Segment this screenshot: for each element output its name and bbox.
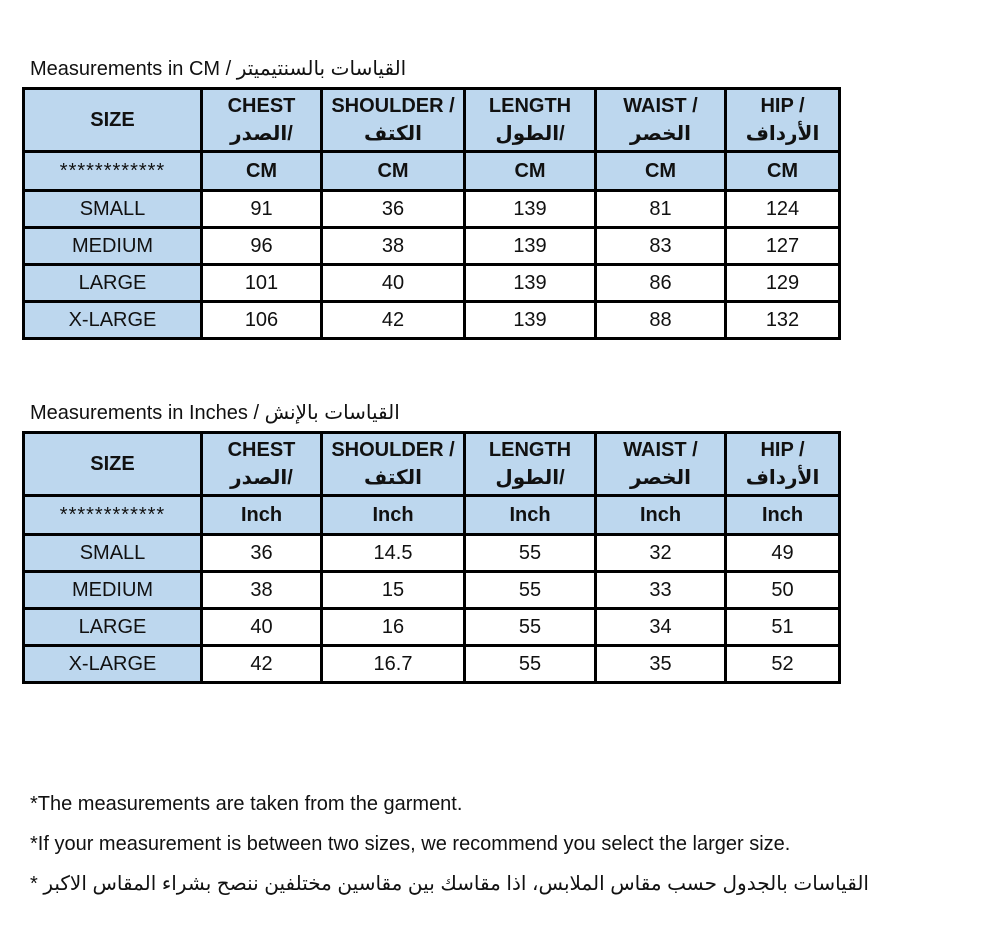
value-cell: 55 (465, 646, 596, 683)
value-cell: 49 (726, 535, 840, 572)
table-row (24, 265, 840, 302)
value-cell: 86 (596, 265, 726, 302)
cm-table-caption (30, 57, 406, 81)
unit-cell: CM (596, 152, 726, 191)
note-garment: *The measurements are taken from the garment. (30, 793, 463, 815)
table-row (24, 228, 840, 265)
inch-size-table (22, 431, 841, 684)
value-cell: 16 (322, 609, 465, 646)
value-cell: 127 (726, 228, 840, 265)
size-label-cell: MEDIUM (24, 572, 202, 609)
size-label-cell: X-LARGE (24, 302, 202, 339)
value-cell: 139 (465, 228, 596, 265)
size-label-cell: LARGE (24, 609, 202, 646)
header-cell-chest: CHEST /الصدر (202, 433, 322, 496)
header-cell-hip: HIP / الأرداف (726, 433, 840, 496)
unit-cell-placeholder: ************ (24, 152, 202, 191)
note-between-sizes: *If your measurement is between two sizes, we recommend you select the larger size. (30, 833, 791, 855)
value-cell: 139 (465, 191, 596, 228)
unit-cell: CM (322, 152, 465, 191)
notes-block (30, 784, 869, 904)
value-cell: 32 (596, 535, 726, 572)
header-cell-shoulder: SHOULDER / الكتف (322, 89, 465, 152)
value-cell: 33 (596, 572, 726, 609)
size-label-cell: SMALL (24, 191, 202, 228)
cm-size-table (22, 87, 841, 340)
size-label-cell: LARGE (24, 265, 202, 302)
header-cell-size: SIZE (24, 89, 202, 152)
value-cell: 34 (596, 609, 726, 646)
table-row (24, 191, 840, 228)
header-cell-size: SIZE (24, 433, 202, 496)
cm-caption-ar: القياسات بالسنتيميتر (236, 58, 407, 80)
value-cell: 129 (726, 265, 840, 302)
unit-row (24, 152, 840, 191)
header-cell-chest: CHEST /الصدر (202, 89, 322, 152)
table-row (24, 646, 840, 683)
value-cell: 139 (465, 302, 596, 339)
value-cell: 42 (322, 302, 465, 339)
value-cell: 106 (202, 302, 322, 339)
header-cell-hip: HIP / الأرداف (726, 89, 840, 152)
value-cell: 16.7 (322, 646, 465, 683)
value-cell: 40 (322, 265, 465, 302)
value-cell: 40 (202, 609, 322, 646)
value-cell: 83 (596, 228, 726, 265)
value-cell: 132 (726, 302, 840, 339)
header-row (24, 433, 840, 496)
value-cell: 91 (202, 191, 322, 228)
value-cell: 42 (202, 646, 322, 683)
value-cell: 15 (322, 572, 465, 609)
value-cell: 14.5 (322, 535, 465, 572)
value-cell: 55 (465, 609, 596, 646)
value-cell: 51 (726, 609, 840, 646)
value-cell: 36 (202, 535, 322, 572)
header-cell-waist: WAIST / الخصر (596, 433, 726, 496)
unit-cell: CM (465, 152, 596, 191)
table-row (24, 572, 840, 609)
value-cell: 101 (202, 265, 322, 302)
value-cell: 88 (596, 302, 726, 339)
table-row (24, 302, 840, 339)
header-row (24, 89, 840, 152)
value-cell: 139 (465, 265, 596, 302)
header-cell-waist: WAIST / الخصر (596, 89, 726, 152)
unit-cell: Inch (202, 496, 322, 535)
unit-cell: Inch (465, 496, 596, 535)
unit-cell: Inch (726, 496, 840, 535)
inch-table-caption (30, 401, 400, 425)
unit-row (24, 496, 840, 535)
note-arabic: * القياسات بالجدول حسب مقاس الملابس، اذا مقاسك بين مقاسين مختلفين ننصح بشراء المقاس الاكبر (30, 873, 869, 895)
value-cell: 35 (596, 646, 726, 683)
header-cell-shoulder: SHOULDER / الكتف (322, 433, 465, 496)
value-cell: 81 (596, 191, 726, 228)
value-cell: 38 (322, 228, 465, 265)
table-row (24, 609, 840, 646)
table-row (24, 535, 840, 572)
header-cell-length: LENGTH /الطول (465, 89, 596, 152)
unit-cell: CM (202, 152, 322, 191)
value-cell: 55 (465, 535, 596, 572)
value-cell: 55 (465, 572, 596, 609)
cm-caption-en: Measurements in CM / (30, 58, 232, 80)
unit-cell: CM (726, 152, 840, 191)
value-cell: 52 (726, 646, 840, 683)
inch-caption-en: Measurements in Inches / (30, 402, 259, 424)
size-label-cell: SMALL (24, 535, 202, 572)
header-cell-length: LENGTH /الطول (465, 433, 596, 496)
size-label-cell: X-LARGE (24, 646, 202, 683)
unit-cell: Inch (322, 496, 465, 535)
inch-caption-ar: القياسات بالإنش (264, 402, 400, 424)
value-cell: 50 (726, 572, 840, 609)
unit-cell-placeholder: ************ (24, 496, 202, 535)
value-cell: 124 (726, 191, 840, 228)
size-label-cell: MEDIUM (24, 228, 202, 265)
value-cell: 36 (322, 191, 465, 228)
value-cell: 38 (202, 572, 322, 609)
value-cell: 96 (202, 228, 322, 265)
unit-cell: Inch (596, 496, 726, 535)
